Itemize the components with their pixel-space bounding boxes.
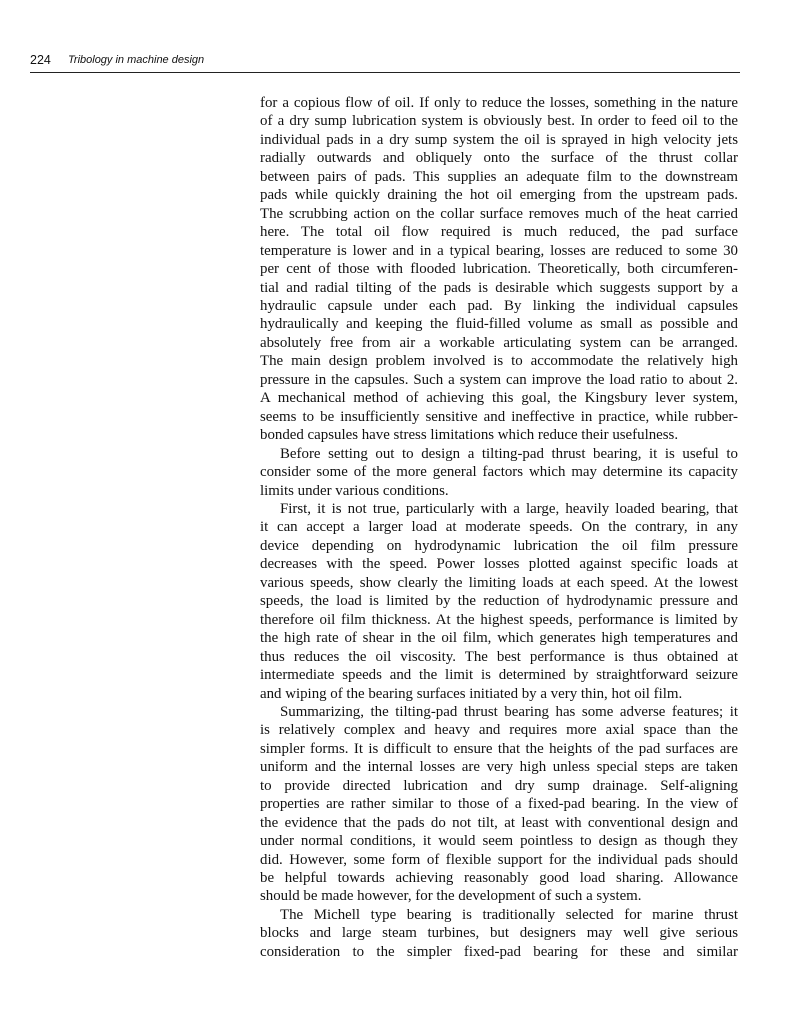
paragraph: [260, 703, 738, 906]
text-line: The main design problem involved is to accommodate the relatively high: [260, 353, 738, 370]
page-number: 224: [30, 53, 51, 67]
text-line: to provide directed lubrication and dry sump drainage. Self-aligning: [260, 777, 738, 794]
text-line: Summarizing, the tilting-pad thrust bearing has some adverse features; it: [280, 703, 738, 720]
text-line: consider some of the more general factors which may determine its capacity: [260, 464, 738, 481]
text-line: absolutely free from air a workable articulating system can be arranged.: [260, 334, 738, 351]
text-line: A mechanical method of achieving this goal, the Kingsbury lever system,: [260, 390, 738, 407]
text-line: pads while quickly draining the hot oil emerging from the upstream pads.: [260, 187, 738, 204]
text-line: it can accept a larger load at moderate speeds. On the contrary, in any: [260, 519, 738, 536]
text-line: device depending on hydrodynamic lubrication the oil film pressure: [260, 537, 738, 554]
text-line: various speeds, show clearly the limiting loads at each speed. At the lowest: [260, 574, 738, 591]
running-title: Tribology in machine design: [68, 54, 205, 66]
text-line: for a copious flow of oil. If only to reduce the losses, something in the nature: [260, 95, 738, 111]
text-line: tial and radial tilting of the pads is desirable which suggests support by a: [260, 279, 738, 296]
page-header: [30, 52, 738, 72]
paragraph: [260, 906, 738, 961]
text-line: be helpful towards achieving reasonably good load sharing. Allowance: [260, 870, 738, 887]
text-line: pressure in the capsules. Such a system can improve the load ratio to about 2.: [260, 371, 738, 388]
text-line: under normal conditions, it would seem pointless to design as though they: [260, 833, 738, 850]
text-line: The Michell type bearing is traditionally selected for marine thrust: [280, 906, 738, 923]
text-line: individual pads in a dry sump system the oil is sprayed in high velocity jets: [260, 131, 738, 148]
paragraph: [260, 94, 738, 445]
text-line: should be made however, for the development of such a system.: [260, 888, 642, 905]
text-line: uniform and the internal losses are very high unless special steps are taken: [260, 759, 738, 776]
text-line: bonded capsules have stress limitations which reduce their usefulness.: [260, 427, 679, 444]
text-line: the high rate of shear in the oil film, which generates high temperatures and: [260, 630, 738, 647]
text-line: Before setting out to design a tilting-pad thrust bearing, it is useful to: [280, 445, 738, 462]
text-line: blocks and large steam turbines, but designers may well give serious: [260, 925, 738, 942]
text-line: intermediate speeds and the limit is determined by straightforward seizure: [260, 667, 738, 684]
text-line: simpler forms. It is difficult to ensure that the heights of the pad surfaces are: [260, 740, 738, 757]
text-line: per cent of those with flooded lubrication. Theoretically, both circumferen-: [260, 261, 738, 278]
paragraph: [260, 500, 738, 703]
text-line: seems to be insufficiently sensitive and ineffective in practice, while rubber-: [260, 408, 738, 425]
paragraph: [260, 445, 738, 500]
text-line: consideration to the simpler fixed-pad bearing for these and similar: [260, 943, 738, 960]
text-line: therefore oil film thickness. At the highest speeds, performance is limited by: [260, 611, 738, 628]
text-line: temperature is lower and in a typical bearing, losses are reduced to some 30: [260, 242, 738, 259]
text-line: here. The total oil flow required is much reduced, the pad surface: [260, 224, 738, 241]
text-line: The scrubbing action on the collar surface removes much of the heat carried: [260, 205, 738, 222]
text-line: limits under various conditions.: [260, 482, 449, 499]
header-rule: [30, 72, 740, 73]
text-line: decreases with the speed. Power losses plotted against specific loads at: [260, 556, 738, 573]
body-text: [260, 94, 738, 961]
text-line: thus reduces the oil viscosity. The best performance is thus obtained at: [260, 648, 738, 665]
text-line: speeds, the load is limited by the reduction of hydrodynamic pressure and: [260, 593, 738, 610]
text-line: is relatively complex and heavy and requires more axial space than the: [260, 722, 738, 739]
text-line: the evidence that the pads do not tilt, at least with conventional design and: [260, 814, 738, 831]
text-line: of a dry sump lubrication system is obviously best. In order to feed oil to the: [260, 113, 738, 130]
text-line: between pairs of pads. This supplies an adequate film to the downstream: [260, 168, 738, 185]
text-line: radially outwards and obliquely onto the surface of the thrust collar: [260, 150, 738, 167]
text-line: and wiping of the bearing surfaces initiated by a very thin, hot oil film.: [260, 685, 683, 702]
text-line: hydraulic capsule under each pad. By linking the individual capsules: [260, 297, 738, 314]
text-line: properties are rather similar to those of a fixed-pad bearing. In the view of: [260, 796, 738, 813]
text-line: hydraulically and keeping the fluid-filled volume as small as possible and: [260, 316, 738, 333]
text-line: First, it is not true, particularly with a large, heavily loaded bearing, that: [280, 500, 738, 517]
text-line: did. However, some form of flexible support for the individual pads should: [260, 851, 738, 868]
